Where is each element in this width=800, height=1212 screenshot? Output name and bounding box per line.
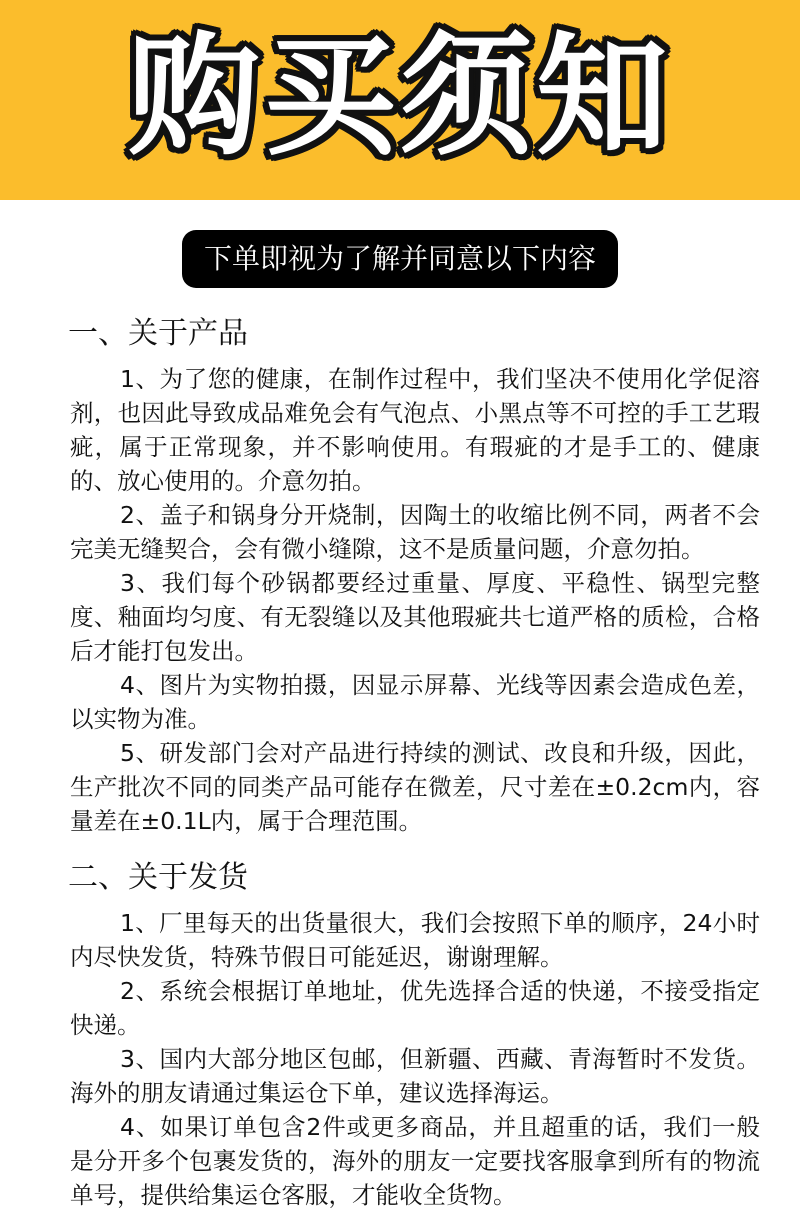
- products-item-5: 5、研发部门会对产品进行持续的测试、改良和升级，因此，生产批次不同的同类产品可能存在微差，尺寸差在±0.2cm内，容量差在±0.1L内，属于合理范围。: [70, 738, 760, 835]
- products-item-1: 1、为了您的健康，在制作过程中，我们坚决不使用化学促溶剂，也因此导致成品难免会有气泡点、小黑点等不可控的手工艺瑕疵，属于正常现象，并不影响使用。有瑕疵的才是手工的、健康的、放心使用的。介意勿拍。: [70, 364, 760, 495]
- subtitle-badge: 下单即视为了解并同意以下内容: [182, 230, 618, 288]
- page-title: 购买须知: [128, 20, 672, 174]
- shipping-item-4: 4、如果订单包含2件或更多商品，并且超重的话，我们一般是分开多个包裹发货的，海外的朋友一定要找客服拿到所有的物流单号，提供给集运仓客服，才能收全货物。: [70, 1112, 760, 1209]
- shipping-item-3: 3、国内大部分地区包邮，但新疆、西藏、青海暂时不发货。海外的朋友请通过集运仓下单，建议选择海运。: [70, 1044, 760, 1107]
- shipping-item-2: 2、系统会根据订单地址，优先选择合适的快递，不接受指定快递。: [70, 976, 760, 1039]
- section-heading-products: 一、关于产品: [68, 315, 248, 351]
- section-shipping: [70, 860, 760, 1212]
- notice-content: [0, 316, 800, 1212]
- subtitle-container: [0, 230, 800, 288]
- title-banner: [0, 0, 800, 200]
- section-products: [70, 316, 760, 838]
- section-heading-shipping: 二、关于发货: [68, 859, 248, 895]
- shipping-item-1: 1、厂里每天的出货量很大，我们会按照下单的顺序，24小时内尽快发货，特殊节假日可能延迟，谢谢理解。: [70, 908, 760, 971]
- products-item-3: 3、我们每个砂锅都要经过重量、厚度、平稳性、锅型完整度、釉面均匀度、有无裂缝以及其他瑕疵共七道严格的质检，合格后才能打包发出。: [70, 568, 760, 665]
- products-item-2: 2、盖子和锅身分开烧制，因陶土的收缩比例不同，两者不会完美无缝契合，会有微小缝隙，这不是质量问题，介意勿拍。: [70, 500, 760, 563]
- products-item-4: 4、图片为实物拍摄，因显示屏幕、光线等因素会造成色差，以实物为准。: [70, 670, 760, 733]
